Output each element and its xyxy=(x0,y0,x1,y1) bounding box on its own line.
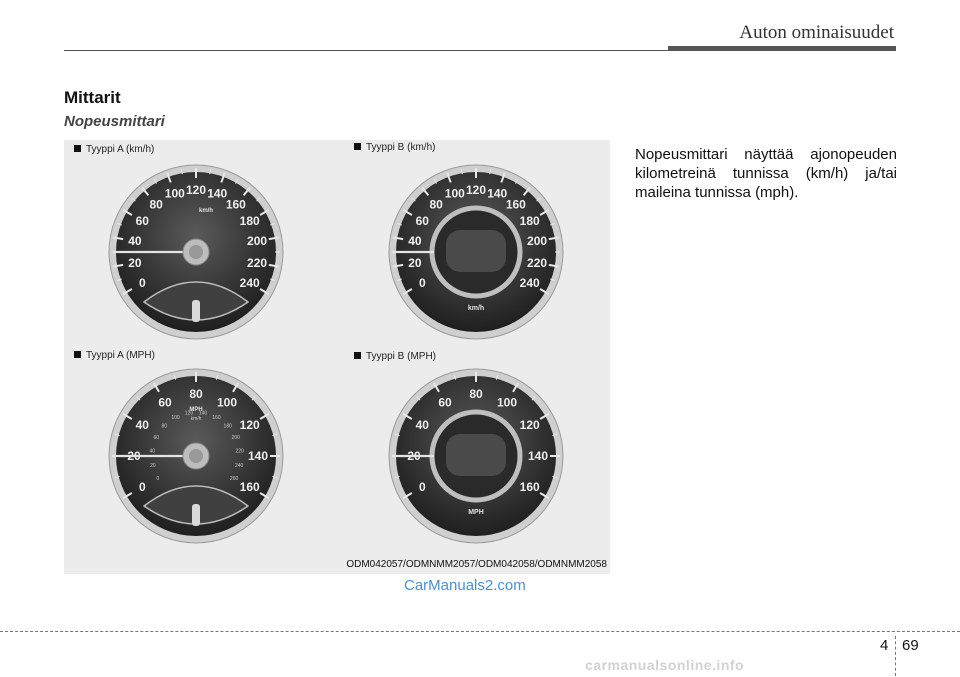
speedometer-b-mph xyxy=(386,366,566,546)
page-number: 69 xyxy=(902,637,919,654)
speedometer-a-kmh xyxy=(106,162,286,342)
gauge-tick-label: 180 xyxy=(239,214,260,228)
gauge-tick-label: 40 xyxy=(128,234,142,249)
gauge-tick-label: 60 xyxy=(438,395,452,410)
gauge-tick-label: 220 xyxy=(247,255,268,270)
gauge-lcd xyxy=(446,434,506,476)
gauge-tick-label: 100 xyxy=(496,395,518,410)
gauge-tick-label: 160 xyxy=(225,197,246,212)
gauge-tick-label: 40 xyxy=(415,418,429,432)
gauge-inner-label: 60 xyxy=(153,435,160,442)
subsection-title: Nopeusmittari xyxy=(64,113,165,130)
gauge-tick-label: 160 xyxy=(505,197,526,212)
gauge-tick-label: 0 xyxy=(138,276,146,290)
gauge-sub-needle xyxy=(192,300,200,322)
gauge-inner-label: 40 xyxy=(149,448,156,455)
gauge-tick-label: 60 xyxy=(158,395,172,410)
gauge-tick-label: 220 xyxy=(527,255,548,270)
watermark-link[interactable]: CarManuals2.com xyxy=(404,577,526,594)
figure-panel xyxy=(64,140,610,574)
gauge-tick-label: 120 xyxy=(185,183,207,197)
gauge-inner-label: 160 xyxy=(212,415,221,422)
gauge-inner-unit: km/h xyxy=(190,416,202,422)
speedometer-a-mph xyxy=(106,366,286,546)
gauge-tick-label: 60 xyxy=(415,214,429,228)
gauge-inner-label: 120 xyxy=(184,410,194,417)
gauge-tick-label: 20 xyxy=(407,449,421,463)
gauge-inner-label: 260 xyxy=(229,476,239,482)
gauge-tick-label: 120 xyxy=(239,418,260,432)
gauge-label-2: Tyyppi A (MPH) xyxy=(74,350,155,361)
gauge-inner-label: 240 xyxy=(234,462,244,469)
gauge-tick-label: 40 xyxy=(408,234,422,249)
gauge-tick-label: 40 xyxy=(135,418,149,432)
footer-dashed-rule xyxy=(0,631,960,632)
gauge-tick-label: 140 xyxy=(247,449,269,463)
gauge-label-0: Tyyppi A (km/h) xyxy=(74,144,154,155)
gauge-tick-label: 240 xyxy=(239,276,260,290)
gauge-tick-label: 200 xyxy=(247,234,268,249)
body-text: Nopeusmittari näyttää ajonopeuden kilometreinä tunnissa (km/h) ja/tai maileina tunnissa (mph). xyxy=(635,146,897,201)
gauge-tick-label: 80 xyxy=(469,387,483,401)
gauge-lcd xyxy=(446,230,506,272)
gauge-tick-label: 140 xyxy=(527,449,549,463)
gauge-unit: km/h xyxy=(198,208,214,214)
gauge-inner-label: 180 xyxy=(223,423,232,430)
gauge-tick-label: 200 xyxy=(527,234,548,249)
gauge-tick-label: 80 xyxy=(149,197,163,212)
gauge-tick-label: 240 xyxy=(519,276,540,290)
gauge-tick-label: 160 xyxy=(239,480,260,494)
gauge-tick-label: 0 xyxy=(138,480,146,494)
gauge-inner-label: 140 xyxy=(198,410,208,417)
gauge-tick-label: 140 xyxy=(487,186,508,201)
gauge-unit: MPH xyxy=(468,509,484,516)
gauge-tick-label: 60 xyxy=(135,214,149,228)
gauge-tick-label: 140 xyxy=(207,186,228,201)
gauge-tick-label: 180 xyxy=(519,214,540,228)
gauge-tick-label: 80 xyxy=(429,197,443,212)
gauge-tick-label: 100 xyxy=(216,395,238,410)
chapter-number: 4 xyxy=(880,637,889,654)
gauge-inner-label: 80 xyxy=(161,423,168,430)
gauge-tick-label: 20 xyxy=(127,449,141,463)
gauge-tick-label: 120 xyxy=(465,183,487,197)
section-title: Mittarit xyxy=(64,88,121,107)
gauge-inner-label: 0 xyxy=(156,476,160,482)
footer-page-divider xyxy=(895,636,896,676)
header-rule-thin xyxy=(64,50,670,51)
gauge-hub-center xyxy=(189,449,203,463)
gauge-tick-label: 20 xyxy=(128,255,142,270)
gauge-inner-label: 200 xyxy=(231,435,240,442)
gauge-unit: MPH xyxy=(189,407,203,413)
gauge-tick-label: 100 xyxy=(164,186,185,201)
gauge-tick-label: 80 xyxy=(189,387,203,401)
chapter-title: Auton ominaisuudet xyxy=(739,22,894,43)
gauge-inner-label: 100 xyxy=(171,415,180,422)
speedometer-b-kmh xyxy=(386,162,566,342)
gauge-label-1: Tyyppi B (km/h) xyxy=(354,142,435,153)
gauge-tick-label: 160 xyxy=(519,480,540,494)
image-code: ODM042057/ODMNMM2057/ODM042058/ODMNMM2058 xyxy=(346,559,607,570)
gauge-hub-center xyxy=(189,245,203,259)
gauge-inner-label: 220 xyxy=(235,448,244,455)
gauge-tick-label: 20 xyxy=(408,255,422,270)
gauge-sub-needle xyxy=(192,504,200,526)
gauge-tick-label: 120 xyxy=(519,418,540,432)
gauge-unit: km/h xyxy=(467,305,485,312)
gauge-tick-label: 100 xyxy=(444,186,465,201)
gauge-tick-label: 0 xyxy=(418,480,426,494)
gauge-inner-label: 20 xyxy=(150,462,156,469)
gauge-tick-label: 0 xyxy=(418,276,426,290)
header-rule-thick xyxy=(668,46,896,51)
footer-watermark: carmanualsonline.info xyxy=(585,657,745,673)
gauge-label-3: Tyyppi B (MPH) xyxy=(354,351,436,362)
